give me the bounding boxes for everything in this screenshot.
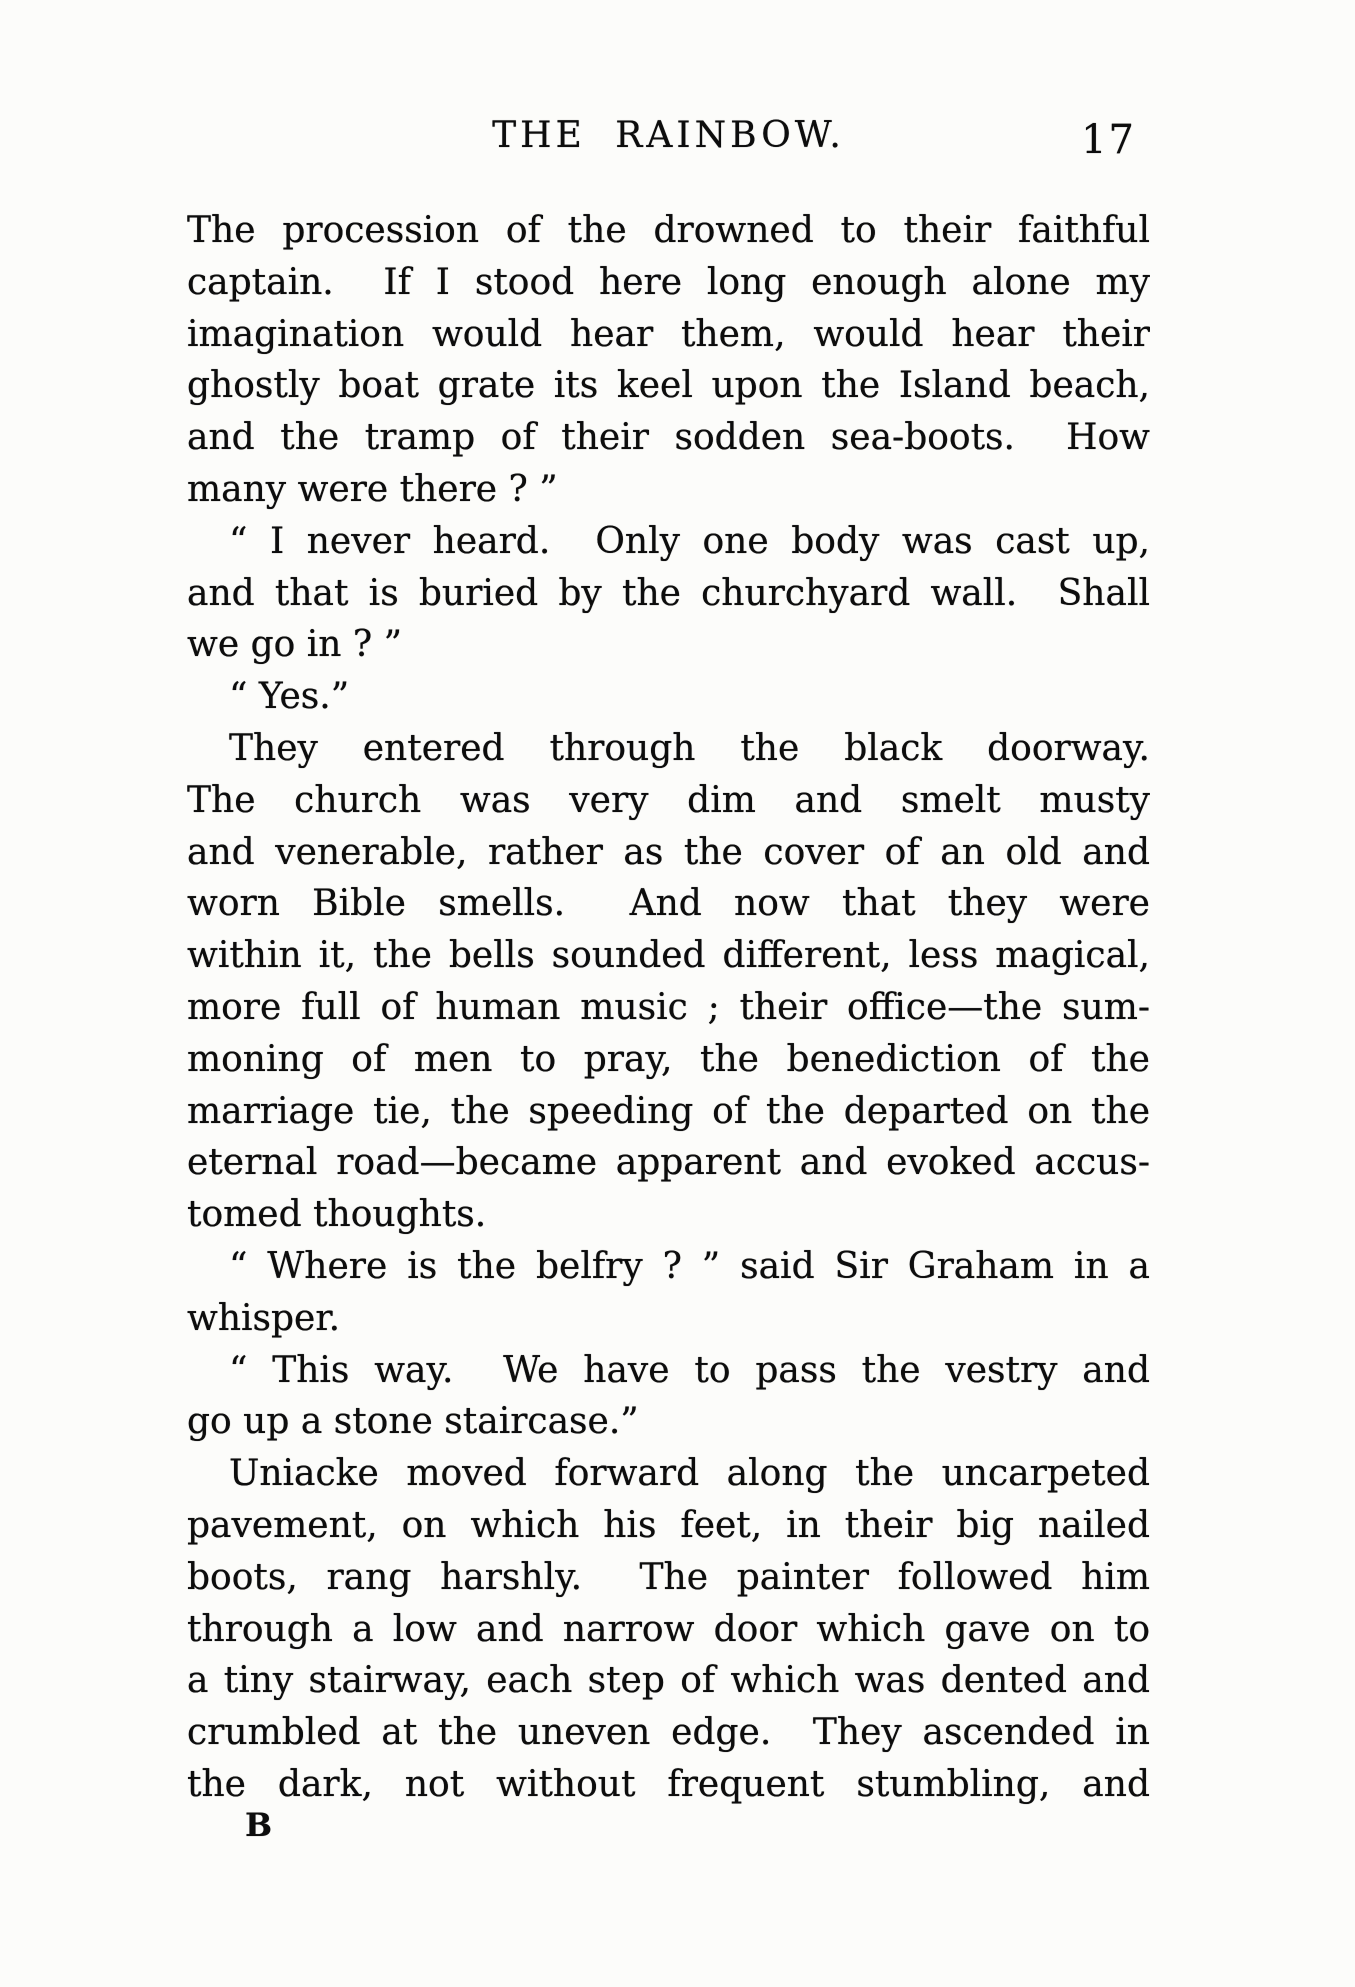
text-line: boots, rang harshly. The painter followed him [187,1556,1150,1598]
text-line: marriage tie, the speeding of the departed on the [187,1090,1150,1132]
text-line: “ This way. We have to pass the vestry and [229,1349,1150,1391]
text-line: and venerable, rather as the cover of an old and [187,831,1150,873]
signature-mark: B [245,1806,273,1844]
text-line: and that is buried by the churchyard wall. Shall [187,572,1150,614]
text-line: imagination would hear them, would hear their [187,313,1150,355]
text-line: The church was very dim and smelt musty [187,779,1150,821]
text-line: crumbled at the uneven edge. They ascended in [187,1712,1150,1754]
text-line: more full of human music ; their office—the sum- [187,986,1150,1028]
text-line: we go in ? ” [187,624,403,666]
page-number: 17 [1081,117,1136,163]
text-line: within it, the bells sounded different, less magical, [187,935,1150,977]
text-line: whisper. [187,1297,341,1339]
text-line: “ Yes.” [229,676,350,718]
text-line: eternal road—became apparent and evoked accus- [187,1142,1150,1184]
text-line: They entered through the black doorway. [229,727,1150,769]
text-line: “ I never heard. Only one body was cast up, [229,520,1150,562]
text-line: moning of men to pray, the benediction of the [187,1038,1150,1080]
text-line: a tiny stairway, each step of which was dented and [187,1660,1150,1702]
text-line: worn Bible smells. And now that they were [187,883,1150,925]
text-line: ghostly boat grate its keel upon the Island beach, [187,365,1150,407]
text-line: go up a stone staircase.” [187,1401,639,1443]
text-line: The procession of the drowned to their faithful [187,210,1150,251]
text-line: captain. If I stood here long enough alone my [187,261,1150,303]
text-line: “ Where is the belfry ? ” said Sir Graham in a [229,1245,1150,1287]
running-title: THE RAINBOW. [492,115,845,156]
body-text [187,205,1150,1811]
text-line: Uniacke moved forward along the uncarpeted [229,1453,1150,1495]
text-line: through a low and narrow door which gave on to [187,1608,1150,1650]
text-line: the dark, not without frequent stumbling, and [187,1763,1150,1805]
page-header [187,0,1150,180]
text-line: tomed thoughts. [187,1194,487,1236]
text-line: and the tramp of their sodden sea-boots. How [187,417,1150,459]
text-line: pavement, on which his feet, in their big nailed [187,1504,1150,1546]
text-line: many were there ? ” [187,468,558,510]
